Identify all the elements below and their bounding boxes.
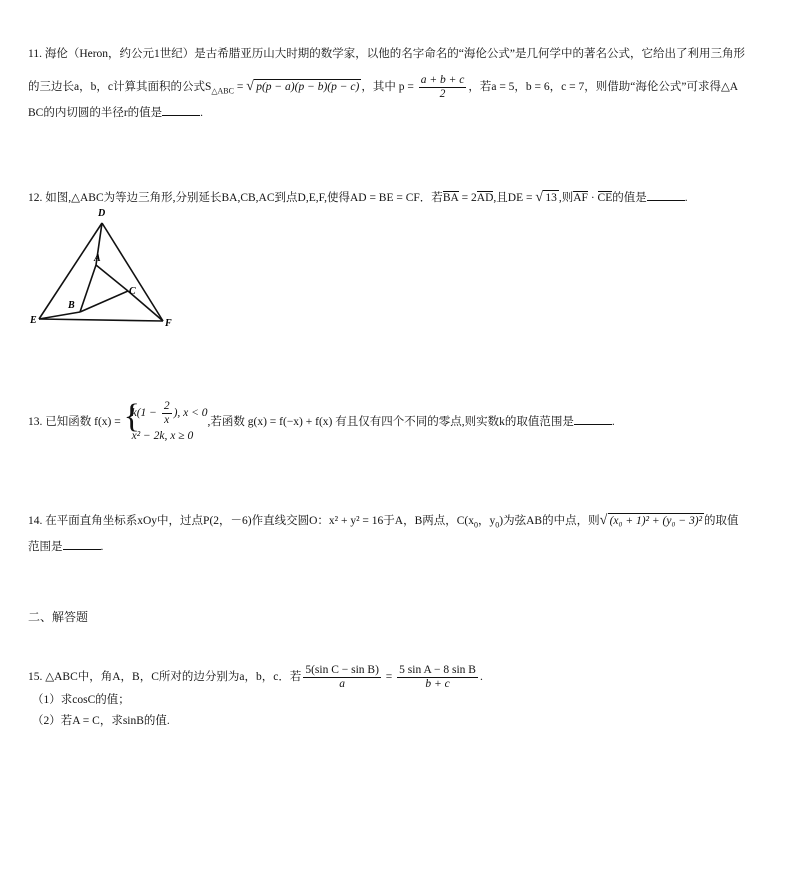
q15-end: .: [479, 671, 483, 683]
q13-piecewise: [124, 400, 208, 445]
q12-vector-ad: AD: [476, 192, 494, 204]
q13-case1-num: 2: [163, 400, 170, 412]
q13-case1-den: x: [164, 414, 170, 426]
q11-line2-b: ，其中 p =: [361, 81, 417, 94]
brace-icon: {: [123, 398, 140, 435]
q15-frac1: [303, 664, 381, 691]
q11-line3: [28, 104, 203, 121]
q12-text-d: 的值是: [612, 192, 647, 204]
q14-line2-text: 范围是: [28, 541, 63, 553]
answer-blank: [63, 538, 101, 550]
edge-bc: [80, 291, 128, 312]
q15-text-a: 15. △ABC中，角A，B，C所对的边分别为a，b，c．若: [28, 671, 302, 683]
q11-equals: =: [233, 81, 247, 94]
q12-triangle-figure: [28, 205, 178, 330]
edge-ef: [39, 319, 163, 321]
radical-icon: √: [599, 513, 608, 528]
label-f: F: [165, 318, 172, 329]
q14-end: .: [100, 541, 104, 553]
radical-icon: √: [246, 79, 254, 95]
q15-eq: =: [382, 671, 396, 683]
edge-fd: [102, 223, 163, 321]
edge-ab: [80, 265, 96, 312]
q14-line1: [28, 513, 739, 533]
q11-line3-text: BC的内切圆的半径r的值是: [28, 107, 163, 119]
q12-vector-ba: BA: [442, 192, 459, 204]
q12-text-c: ,则: [558, 192, 574, 204]
q13-text-a: 13. 已知函数 f(x) =: [28, 416, 124, 429]
q12-dot: ·: [587, 192, 598, 204]
q15-frac2: [397, 664, 478, 691]
q15-frac2-num: 5 sin A − 8 sin B: [399, 663, 476, 676]
q14-sqrt-expr: (x₀ + 1)² + (y₀ − 3)²: [609, 515, 703, 527]
q11-sqrt-expr: p(p − a)(p − b)(p − c): [256, 81, 360, 94]
label-d: D: [98, 208, 106, 219]
q12-end: .: [684, 192, 688, 204]
q12-text-a: 12. 如图,△ABC为等边三角形,分别延长BA,CB,AC到点D,E,F,使得AD = BE = CF．若: [28, 192, 443, 204]
section-title: 二、解答题: [28, 610, 89, 624]
edge-be: [39, 312, 80, 319]
q14-y0-sub: 0: [495, 520, 500, 530]
q15-frac1-den: a: [339, 677, 345, 690]
q14-line1-b: ，y: [478, 515, 496, 527]
q11-frac-num: a + b + c: [420, 74, 465, 86]
q11-line2: [28, 74, 738, 101]
q11-p-fraction: [419, 74, 467, 101]
q13-text: [28, 400, 615, 445]
label-a: A: [94, 253, 101, 264]
q13-case1: [132, 400, 208, 427]
q13-case2: x² − 2k, x ≥ 0: [131, 430, 194, 442]
q12-text-b: ,且DE =: [493, 192, 536, 204]
q13-case1-a: k(1 −: [131, 407, 160, 420]
q14-line1-d: 的取值: [704, 515, 739, 527]
q15-part2: （2）若A = C，求sinB的值.: [32, 715, 170, 727]
label-e: E: [30, 315, 37, 326]
edge-ca: [96, 265, 128, 291]
radical-icon: √: [535, 190, 544, 205]
answer-blank: [574, 413, 612, 425]
q13-text-b: ,若函数 g(x) = f(−x) + f(x) 有且仅有四个不同的零点,则实数k的取值范围是: [207, 416, 574, 429]
q11-area-subscript: △ABC: [211, 86, 234, 96]
q11-line2-a: 的三边长a，b，c计算其面积的公式S: [28, 81, 212, 94]
q13-case1-b: ), x < 0: [173, 407, 208, 420]
q15-text: [28, 660, 483, 694]
q14-distance-sqrt: [600, 513, 704, 529]
label-c: C: [129, 286, 136, 297]
q11-end: .: [200, 107, 204, 119]
q12-eq: = 2: [458, 192, 477, 204]
q12-sqrt13-val: 13: [545, 192, 557, 204]
q12-vector-af: AF: [573, 192, 588, 204]
q12-text: [28, 189, 688, 206]
q11-line2-c: ，若a = 5，b = 6，c = 7，则借助“海伦公式”可求得△A: [468, 81, 739, 94]
q14-line1-a: 14. 在平面直角坐标系xOy中，过点P(2，－6)作直线交圆O：x² + y² = 16于A，B两点，C(x: [28, 515, 475, 527]
q14-line2: [28, 538, 103, 555]
answer-blank: [162, 104, 200, 116]
q15-part1: （1）求cosC的值；: [32, 694, 130, 706]
answer-blank: [647, 189, 685, 201]
q11-frac-den: 2: [439, 88, 446, 100]
q12-sqrt13: [535, 190, 559, 206]
q11-heron-sqrt: [246, 79, 361, 95]
q12-vector-ce: CE: [597, 192, 613, 204]
q13-case1-frac: [162, 400, 172, 427]
q13-end: .: [611, 416, 615, 429]
label-b: B: [68, 300, 75, 311]
q15-frac1-num: 5(sin C − sin B): [305, 663, 379, 676]
q14-line1-c: )为弦AB的中点，则: [499, 515, 600, 527]
q14-x0-sub: 0: [474, 520, 479, 530]
q11-line1: 11. 海伦（Heron，约公元1世纪）是古希腊亚历山大时期的数学家，以他的名字命名的“海伦公式”是几何学中的著名公式，它给出了利用三角形: [28, 48, 746, 60]
q15-frac2-den: b + c: [425, 677, 450, 690]
